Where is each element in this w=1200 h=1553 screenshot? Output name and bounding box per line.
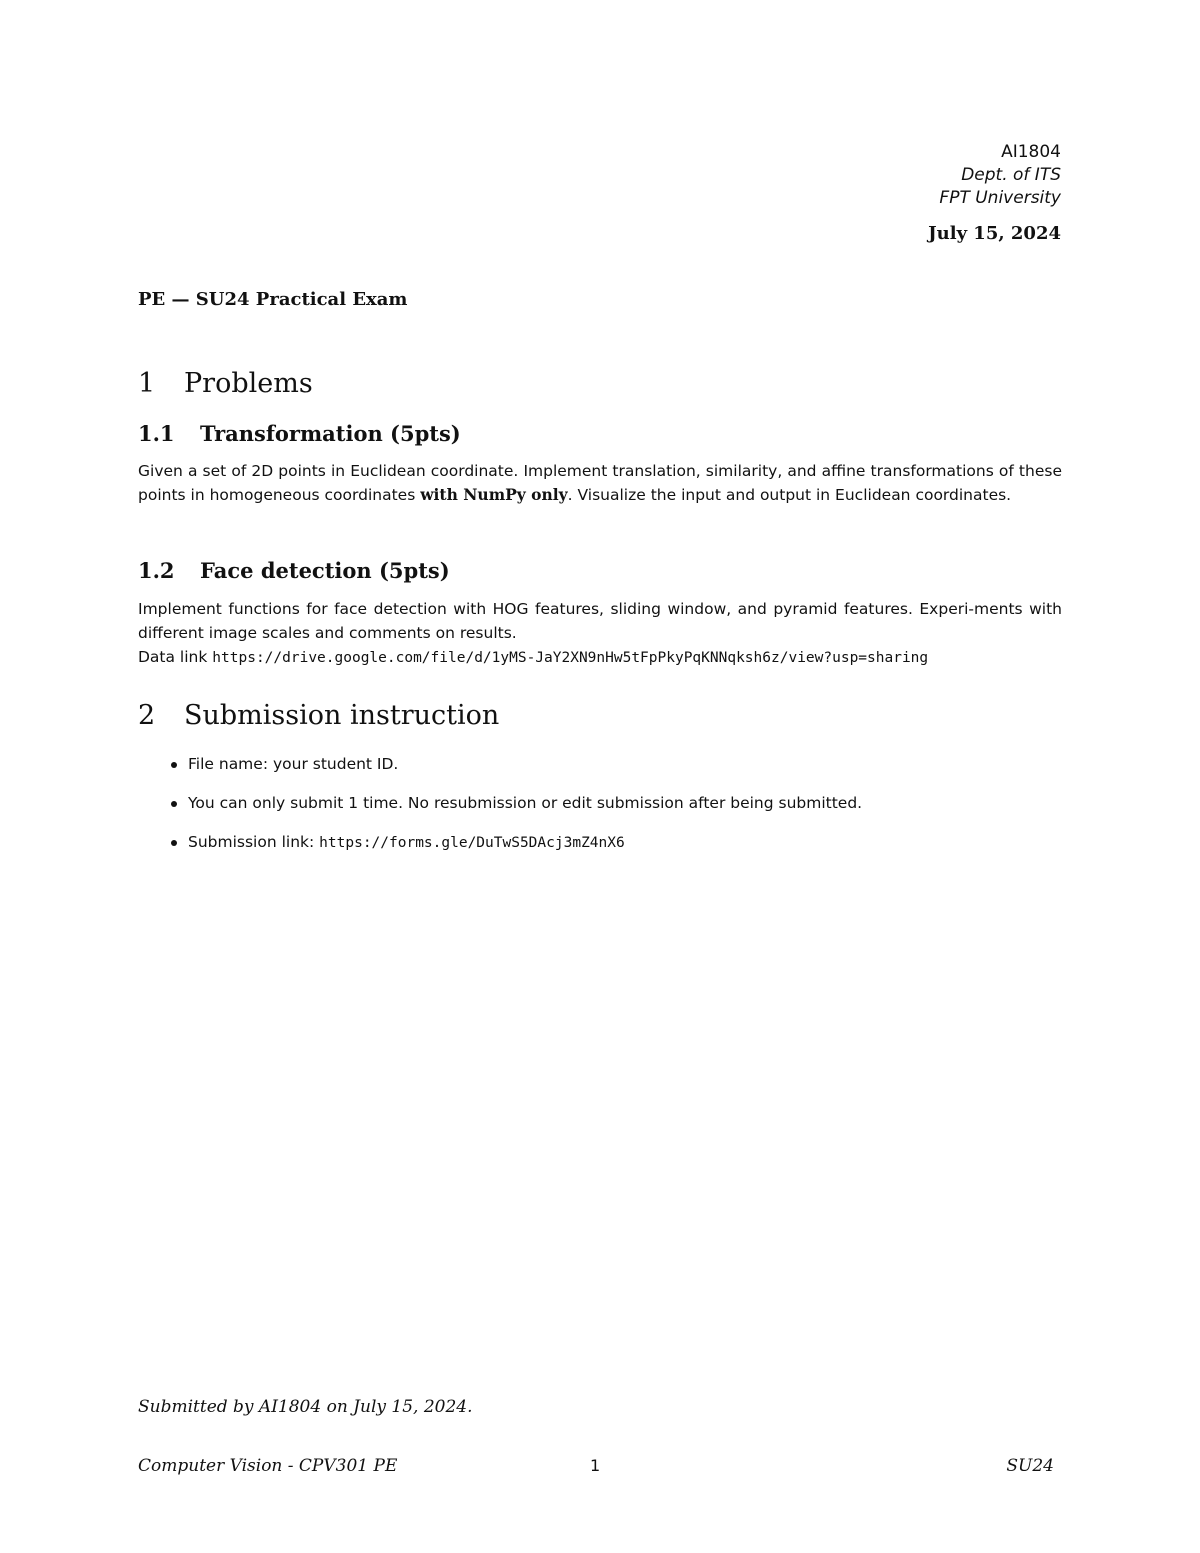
university: FPT University <box>939 188 1061 208</box>
submitted-by-note: Submitted by AI1804 on July 15, 2024. <box>138 1397 473 1417</box>
department: Dept. of ITS <box>961 165 1061 185</box>
header-date: July 15, 2024 <box>928 223 1061 244</box>
section-number: 2 <box>138 700 156 731</box>
subsection-title: Transformation (5pts) <box>200 421 461 446</box>
list-item <box>168 791 862 830</box>
paragraph-text: Implement functions for face detection with HOG features, sliding window, and pyramid features. Experi-ments with different image scales and comments on results. <box>138 600 1062 642</box>
paragraph-emphasis: with NumPy only <box>420 485 568 504</box>
section-heading-problems <box>138 368 313 399</box>
paragraph-text: . Visualize the input and output in Euclidean coordinates. <box>567 486 1012 504</box>
course-code: AI1804 <box>1001 142 1061 162</box>
exam-title: PE — SU24 Practical Exam <box>138 289 408 310</box>
section-title: Problems <box>184 368 313 399</box>
subsection-heading-face-detection <box>138 558 450 583</box>
list-item <box>168 830 862 869</box>
section-number: 1 <box>138 368 156 399</box>
bullet-icon <box>171 840 177 846</box>
list-item-text: Submission link: <box>188 833 320 851</box>
list-item <box>168 752 862 791</box>
footer-course: Computer Vision - CPV301 PE <box>138 1456 398 1476</box>
subsection-title: Face detection (5pts) <box>200 558 450 583</box>
list-item-text: File name: your student ID. <box>188 755 399 773</box>
subsection-heading-transformation <box>138 421 461 446</box>
bullet-icon <box>171 762 177 768</box>
data-link-label: Data link <box>138 648 208 666</box>
subsection-number: 1.2 <box>138 558 175 583</box>
face-detection-paragraph <box>138 597 1062 670</box>
submission-bullet-list <box>168 752 862 869</box>
header-block <box>939 141 1061 210</box>
submission-link[interactable]: https://forms.gle/DuTwS5DAcj3mZ4nX6 <box>319 835 625 851</box>
bullet-icon <box>171 801 177 807</box>
footer-page-number: 1 <box>590 1456 601 1475</box>
paragraph-text: Given a set of 2D points in Euclidean coordinate. Implement translation, similarity, and affine transformations of these points in homogeneous coordinates <box>138 462 1062 504</box>
list-item-text: You can only submit 1 time. No resubmission or edit submission after being submitted. <box>188 794 863 812</box>
data-link[interactable]: https://drive.google.com/file/d/1yMS-JaY2XN9nHw5tFpPkyPqKNNqksh6z/view?usp=sharing <box>212 650 929 666</box>
subsection-number: 1.1 <box>138 421 175 446</box>
section-title: Submission instruction <box>184 700 500 731</box>
transformation-paragraph <box>138 459 1062 507</box>
section-heading-submission <box>138 700 499 731</box>
footer-term: SU24 <box>1006 1456 1054 1476</box>
